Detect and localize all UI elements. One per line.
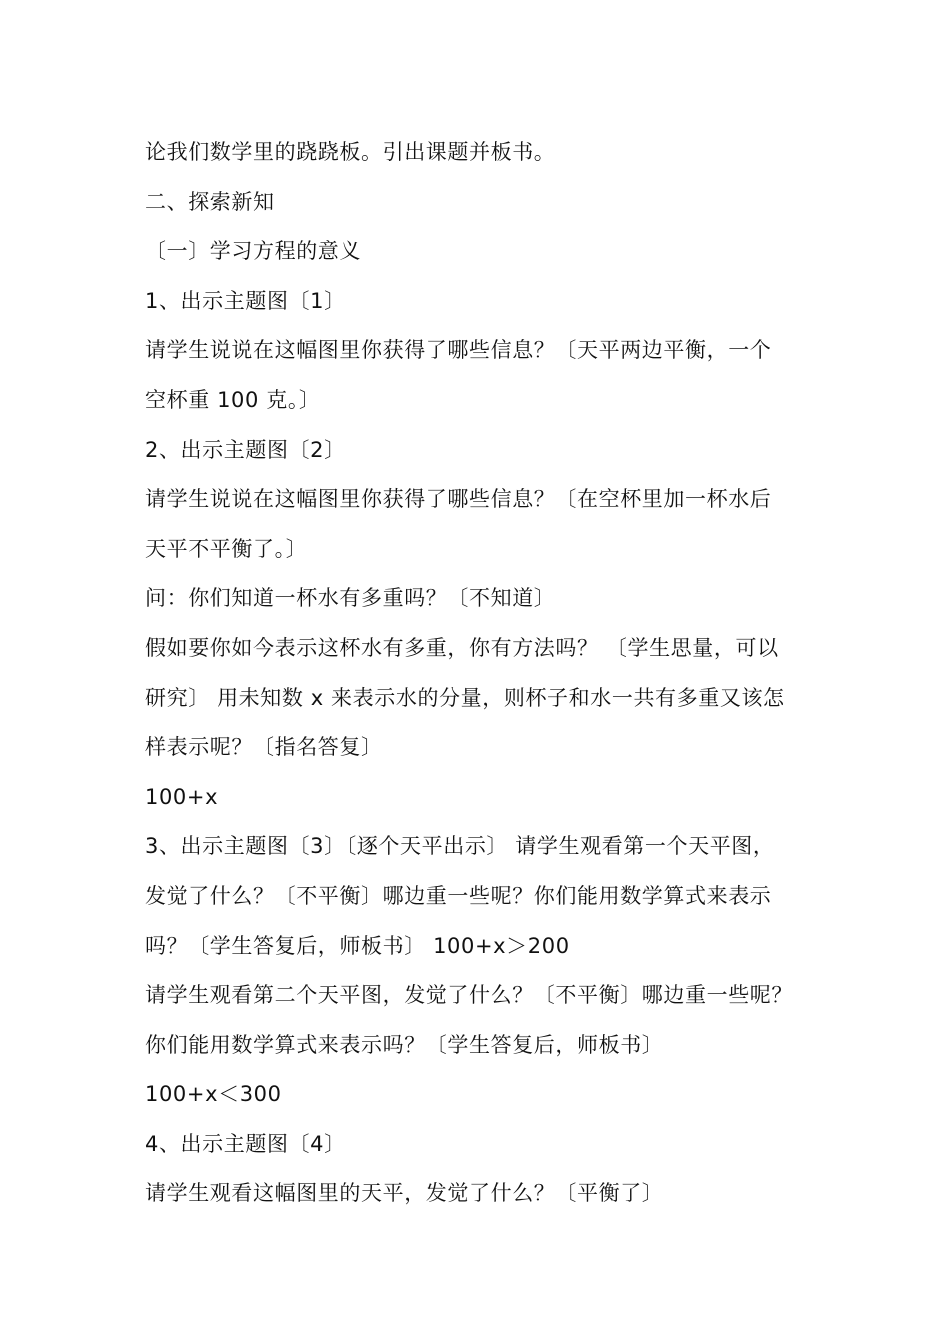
step-heading: 2、出示主题图〔2〕 bbox=[145, 437, 346, 462]
math-expression: 100+x＜300 bbox=[145, 1082, 282, 1107]
paragraph-line: 发觉了什么？〔不平衡〕哪边重一些呢？你们能用数学算式来表示 bbox=[145, 883, 772, 908]
paragraph-line: 吗？〔学生答复后，师板书〕 100+x＞200 bbox=[145, 933, 570, 958]
paragraph-line: 天平不平衡了。〕 bbox=[145, 536, 308, 561]
subsection-heading: 〔一〕学习方程的意义 bbox=[145, 239, 361, 264]
paragraph-line: 样表示呢？〔指名答复〕 bbox=[145, 735, 383, 760]
paragraph-line: 假如要你如今表示这杯水有多重，你有方法吗？ 〔学生思量，可以 bbox=[145, 635, 779, 660]
paragraph-line: 空杯重 100 克。〕 bbox=[145, 387, 321, 412]
paragraph-line: 请学生说说在这幅图里你获得了哪些信息？〔天平两边平衡，一个 bbox=[145, 338, 772, 363]
paragraph-line: 你们能用数学算式来表示吗？〔学生答复后，师板书〕 bbox=[145, 1032, 664, 1057]
paragraph-line: 请学生观看这幅图里的天平，发觉了什么？〔平衡了〕 bbox=[145, 1181, 664, 1206]
math-expression: 100+x bbox=[145, 784, 219, 809]
paragraph-line: 问：你们知道一杯水有多重吗？〔不知道〕 bbox=[145, 586, 556, 611]
paragraph-line: 研究〕 用未知数 x 来表示水的分量，则杯子和水一共有多重又该怎 bbox=[145, 685, 785, 710]
document-body bbox=[145, 128, 835, 1219]
paragraph-line: 请学生观看第二个天平图，发觉了什么？〔不平衡〕哪边重一些呢？ bbox=[145, 983, 793, 1008]
paragraph-line: 请学生说说在这幅图里你获得了哪些信息？〔在空杯里加一杯水后 bbox=[145, 487, 772, 512]
paragraph-line: 论我们数学里的跷跷板。引出课题并板书。 bbox=[145, 140, 556, 164]
section-heading: 二、探索新知 bbox=[145, 189, 275, 214]
step-heading: 1、出示主题图〔1〕 bbox=[145, 288, 346, 313]
step-heading: 4、出示主题图〔4〕 bbox=[145, 1131, 346, 1156]
paragraph-line: 3、出示主题图〔3〕〔逐个天平出示〕 请学生观看第一个天平图， bbox=[145, 834, 775, 859]
